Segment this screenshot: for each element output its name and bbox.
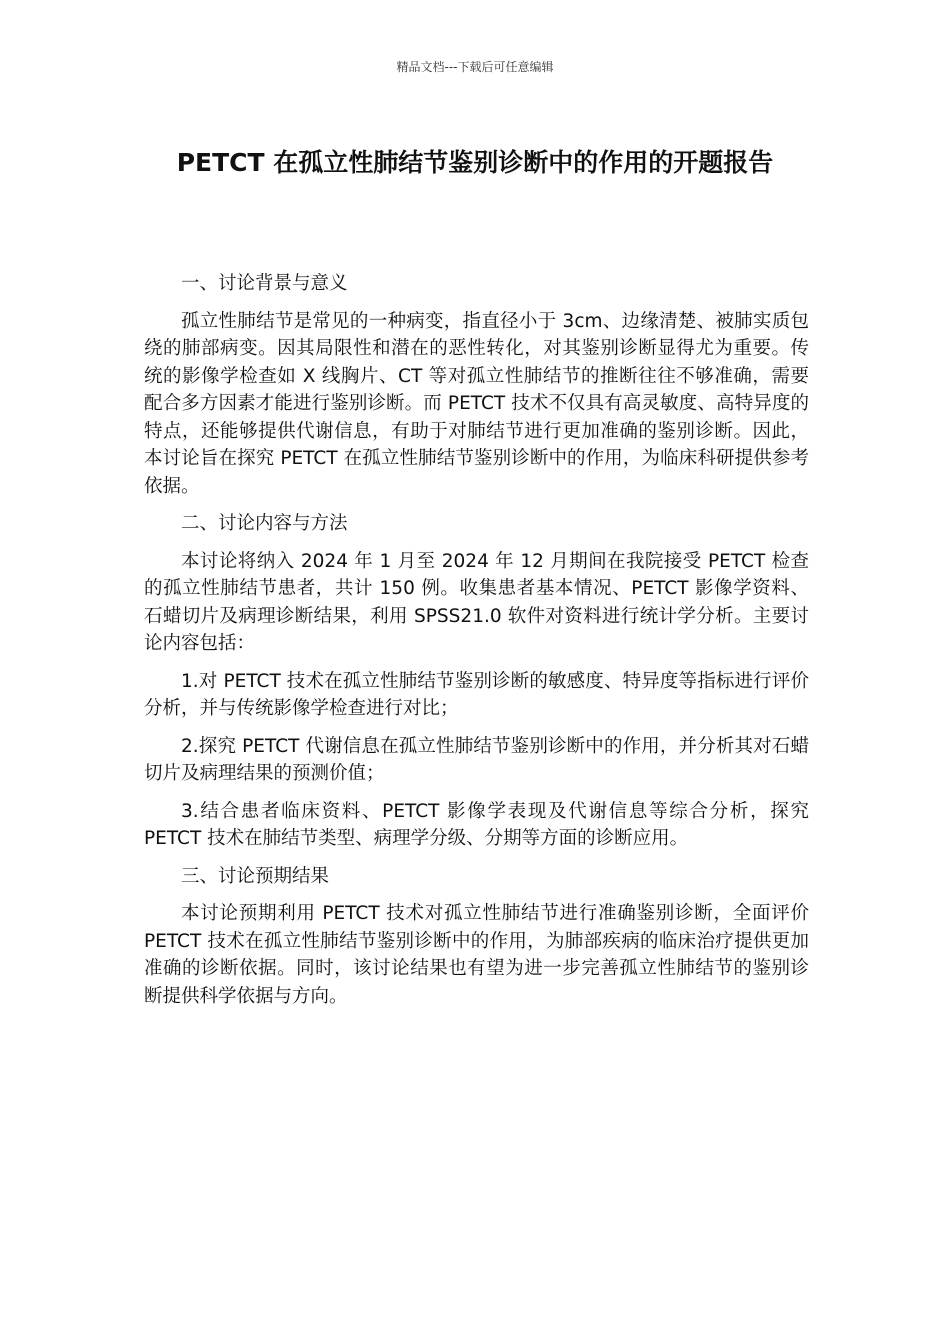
document-body: [144, 270, 809, 1020]
document-title: PETCT 在孤立性肺结节鉴别诊断中的作用的开题报告: [176, 148, 774, 177]
header-note: 精品文档---下载后可任意编辑: [396, 60, 554, 74]
paragraph: 孤立性肺结节是常见的一种病变，指直径小于 3cm、边缘清楚、被肺实质包绕的肺部病变。因其局限性和潜在的恶性转化，对其鉴别诊断显得尤为重要。传统的影像学检查如 X 线胸片、CT 等对孤立性肺结节的推断往往不够准确，需要配合多方因素才能进行鉴别诊断。而 PETCT 技术不仅具有高灵敏度、高特异度的特点，还能够提供代谢信息，有助于对肺结节进行更加准确的鉴别诊断。因此，本讨论旨在探究 PETCT 在孤立性肺结节鉴别诊断中的作用，为临床科研提供参考依据。: [144, 310, 809, 497]
section-heading: 二、讨论内容与方法: [181, 513, 348, 534]
section-heading: 一、讨论背景与意义: [181, 273, 348, 294]
paragraph: 本讨论将纳入 2024 年 1 月至 2024 年 12 月期间在我院接受 PETCT 检查的孤立性肺结节患者，共计 150 例。收集患者基本情况、PETCT 影像学资料、石蜡切片及病理诊断结果，利用 SPSS21.0 软件对资料进行统计学分析。主要讨论内容包括：: [144, 550, 809, 654]
list-item: 2.探究 PETCT 代谢信息在孤立性肺结节鉴别诊断中的作用，并分析其对石蜡切片及病理结果的预测价值；: [144, 735, 809, 784]
section-heading: 三、讨论预期结果: [181, 865, 330, 887]
list-item: 3.结合患者临床资料、PETCT 影像学表现及代谢信息等综合分析，探究 PETCT 技术在肺结节类型、病理学分级、分期等方面的诊断应用。: [144, 800, 809, 849]
list-item: 1.对 PETCT 技术在孤立性肺结节鉴别诊断的敏感度、特异度等指标进行评价分析，并与传统影像学检查进行对比；: [144, 670, 809, 719]
paragraph: 本讨论预期利用 PETCT 技术对孤立性肺结节进行准确鉴别诊断，全面评价 PETCT 技术在孤立性肺结节鉴别诊断中的作用，为肺部疾病的临床治疗提供更加准确的诊断依据。同时，该讨论结果也有望为进一步完善孤立性肺结节的鉴别诊断提供科学依据与方向。: [144, 903, 809, 1007]
